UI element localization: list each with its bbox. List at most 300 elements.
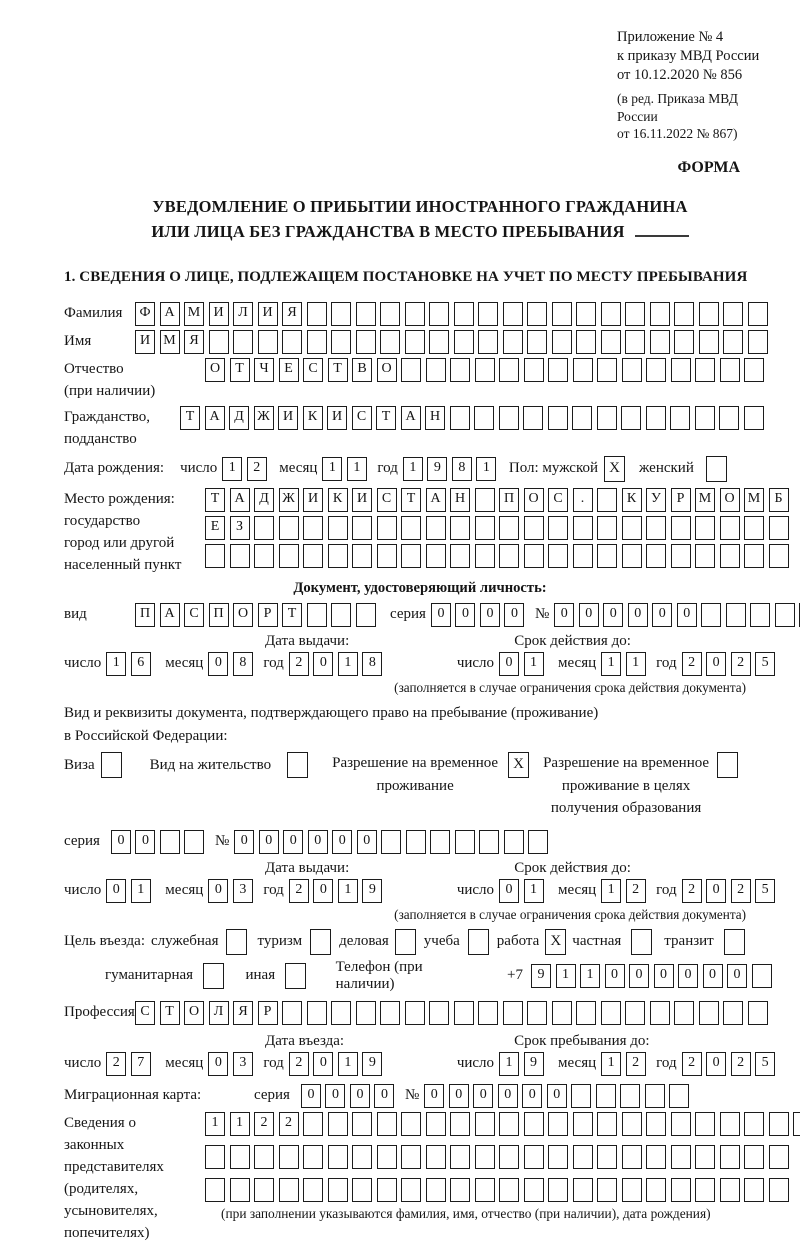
char-cell[interactable] — [450, 516, 470, 540]
char-cell[interactable] — [503, 302, 523, 326]
char-cell[interactable]: А — [160, 603, 180, 627]
rvp-checkbox[interactable]: X — [508, 752, 529, 778]
char-cell[interactable]: 0 — [431, 603, 451, 627]
char-cell[interactable] — [576, 302, 596, 326]
char-cell[interactable]: 1 — [556, 964, 576, 988]
char-cell[interactable] — [331, 302, 351, 326]
char-cell[interactable]: 2 — [731, 652, 751, 676]
char-cell[interactable] — [695, 1178, 715, 1202]
char-cell[interactable] — [401, 358, 421, 382]
char-cell[interactable]: Л — [209, 1001, 229, 1025]
char-cell[interactable]: 0 — [629, 964, 649, 988]
char-cell[interactable]: 9 — [524, 1052, 544, 1076]
char-cell[interactable]: 0 — [234, 830, 254, 854]
char-cell[interactable]: А — [205, 406, 225, 430]
char-cell[interactable]: 0 — [603, 603, 623, 627]
char-cell[interactable] — [230, 1178, 250, 1202]
char-cell[interactable] — [620, 1084, 640, 1108]
char-cell[interactable] — [671, 1145, 691, 1169]
char-cell[interactable] — [622, 516, 642, 540]
char-cell[interactable] — [720, 1112, 740, 1136]
char-cell[interactable] — [303, 544, 323, 568]
purpose-work-checkbox[interactable]: X — [545, 929, 566, 955]
char-cell[interactable] — [475, 358, 495, 382]
char-cell[interactable] — [430, 830, 450, 854]
char-cell[interactable] — [475, 1178, 495, 1202]
char-cell[interactable]: 0 — [357, 830, 377, 854]
char-cell[interactable] — [645, 1084, 665, 1108]
char-cell[interactable]: Я — [282, 302, 302, 326]
char-cell[interactable]: 2 — [682, 879, 702, 903]
char-cell[interactable] — [527, 1001, 547, 1025]
char-cell[interactable]: Л — [233, 302, 253, 326]
char-cell[interactable] — [695, 544, 715, 568]
char-cell[interactable]: С — [377, 488, 397, 512]
char-cell[interactable]: Ф — [135, 302, 155, 326]
char-cell[interactable]: 1 — [499, 1052, 519, 1076]
char-cell[interactable] — [303, 1112, 323, 1136]
char-cell[interactable] — [233, 330, 253, 354]
char-cell[interactable] — [307, 330, 327, 354]
char-cell[interactable] — [279, 1145, 299, 1169]
char-cell[interactable]: 1 — [106, 652, 126, 676]
char-cell[interactable] — [377, 516, 397, 540]
char-cell[interactable]: 7 — [131, 1052, 151, 1076]
char-cell[interactable]: 1 — [205, 1112, 225, 1136]
char-cell[interactable] — [230, 544, 250, 568]
purpose-tourism-checkbox[interactable] — [310, 929, 331, 955]
char-cell[interactable]: 1 — [322, 457, 342, 481]
char-cell[interactable] — [744, 544, 764, 568]
char-cell[interactable] — [405, 1001, 425, 1025]
char-cell[interactable] — [303, 1145, 323, 1169]
char-cell[interactable]: 0 — [308, 830, 328, 854]
char-cell[interactable]: Е — [279, 358, 299, 382]
char-cell[interactable] — [646, 1178, 666, 1202]
char-cell[interactable]: 0 — [208, 1052, 228, 1076]
char-cell[interactable]: 3 — [233, 1052, 253, 1076]
char-cell[interactable] — [622, 1178, 642, 1202]
char-cell[interactable] — [475, 516, 495, 540]
char-cell[interactable] — [282, 1001, 302, 1025]
char-cell[interactable] — [650, 1001, 670, 1025]
char-cell[interactable]: З — [230, 516, 250, 540]
char-cell[interactable] — [744, 1178, 764, 1202]
char-cell[interactable] — [450, 406, 470, 430]
char-cell[interactable]: И — [258, 302, 278, 326]
char-cell[interactable] — [695, 1112, 715, 1136]
char-cell[interactable] — [524, 1112, 544, 1136]
char-cell[interactable] — [426, 358, 446, 382]
char-cell[interactable] — [723, 302, 743, 326]
char-cell[interactable] — [573, 1112, 593, 1136]
char-cell[interactable] — [450, 1145, 470, 1169]
char-cell[interactable]: А — [401, 406, 421, 430]
char-cell[interactable]: 2 — [279, 1112, 299, 1136]
char-cell[interactable] — [479, 830, 499, 854]
char-cell[interactable]: К — [303, 406, 323, 430]
char-cell[interactable] — [450, 544, 470, 568]
char-cell[interactable] — [625, 330, 645, 354]
char-cell[interactable] — [695, 1145, 715, 1169]
char-cell[interactable]: И — [352, 488, 372, 512]
char-cell[interactable]: 1 — [338, 652, 358, 676]
char-cell[interactable] — [625, 1001, 645, 1025]
char-cell[interactable]: 0 — [473, 1084, 493, 1108]
char-cell[interactable] — [671, 516, 691, 540]
char-cell[interactable] — [475, 1112, 495, 1136]
char-cell[interactable] — [524, 544, 544, 568]
char-cell[interactable]: С — [184, 603, 204, 627]
char-cell[interactable] — [646, 358, 666, 382]
char-cell[interactable]: 1 — [347, 457, 367, 481]
char-cell[interactable] — [184, 830, 204, 854]
purpose-business-checkbox[interactable] — [395, 929, 416, 955]
char-cell[interactable] — [650, 302, 670, 326]
char-cell[interactable] — [622, 1112, 642, 1136]
char-cell[interactable] — [723, 1001, 743, 1025]
char-cell[interactable] — [723, 330, 743, 354]
char-cell[interactable] — [622, 358, 642, 382]
char-cell[interactable]: 0 — [703, 964, 723, 988]
char-cell[interactable]: 0 — [301, 1084, 321, 1108]
char-cell[interactable]: 2 — [106, 1052, 126, 1076]
char-cell[interactable] — [622, 544, 642, 568]
char-cell[interactable]: 0 — [332, 830, 352, 854]
char-cell[interactable] — [769, 516, 789, 540]
char-cell[interactable]: Ж — [254, 406, 274, 430]
char-cell[interactable]: 9 — [427, 457, 447, 481]
char-cell[interactable]: И — [278, 406, 298, 430]
char-cell[interactable]: 1 — [626, 652, 646, 676]
char-cell[interactable]: Т — [160, 1001, 180, 1025]
char-cell[interactable]: 1 — [524, 652, 544, 676]
char-cell[interactable]: 2 — [682, 652, 702, 676]
char-cell[interactable] — [282, 330, 302, 354]
char-cell[interactable]: 1 — [230, 1112, 250, 1136]
char-cell[interactable] — [523, 406, 543, 430]
char-cell[interactable]: О — [720, 488, 740, 512]
char-cell[interactable] — [528, 830, 548, 854]
char-cell[interactable] — [307, 302, 327, 326]
char-cell[interactable] — [499, 544, 519, 568]
char-cell[interactable]: И — [327, 406, 347, 430]
char-cell[interactable] — [254, 1178, 274, 1202]
char-cell[interactable] — [478, 302, 498, 326]
char-cell[interactable] — [328, 1112, 348, 1136]
char-cell[interactable]: 8 — [452, 457, 472, 481]
char-cell[interactable]: С — [548, 488, 568, 512]
char-cell[interactable] — [331, 330, 351, 354]
char-cell[interactable]: 5 — [755, 1052, 775, 1076]
char-cell[interactable] — [748, 302, 768, 326]
char-cell[interactable]: 0 — [111, 830, 131, 854]
char-cell[interactable]: 0 — [547, 1084, 567, 1108]
char-cell[interactable] — [401, 1178, 421, 1202]
char-cell[interactable] — [401, 1112, 421, 1136]
char-cell[interactable]: 0 — [480, 603, 500, 627]
char-cell[interactable] — [720, 1145, 740, 1169]
char-cell[interactable] — [356, 302, 376, 326]
char-cell[interactable]: Т — [205, 488, 225, 512]
char-cell[interactable] — [601, 302, 621, 326]
char-cell[interactable]: 1 — [524, 879, 544, 903]
char-cell[interactable]: 0 — [579, 603, 599, 627]
char-cell[interactable] — [401, 516, 421, 540]
char-cell[interactable] — [597, 488, 617, 512]
char-cell[interactable] — [426, 1178, 446, 1202]
char-cell[interactable] — [719, 406, 739, 430]
char-cell[interactable]: 5 — [755, 652, 775, 676]
char-cell[interactable] — [548, 1178, 568, 1202]
char-cell[interactable] — [356, 1001, 376, 1025]
char-cell[interactable] — [504, 830, 524, 854]
char-cell[interactable]: Ж — [279, 488, 299, 512]
char-cell[interactable]: У — [646, 488, 666, 512]
char-cell[interactable] — [699, 1001, 719, 1025]
char-cell[interactable]: 1 — [131, 879, 151, 903]
char-cell[interactable]: Д — [254, 488, 274, 512]
char-cell[interactable] — [475, 1145, 495, 1169]
char-cell[interactable]: И — [303, 488, 323, 512]
char-cell[interactable] — [499, 1112, 519, 1136]
char-cell[interactable] — [597, 516, 617, 540]
char-cell[interactable]: И — [135, 330, 155, 354]
char-cell[interactable]: 0 — [706, 1052, 726, 1076]
char-cell[interactable]: 0 — [449, 1084, 469, 1108]
char-cell[interactable] — [377, 544, 397, 568]
char-cell[interactable]: 0 — [424, 1084, 444, 1108]
char-cell[interactable] — [573, 1145, 593, 1169]
char-cell[interactable] — [621, 406, 641, 430]
char-cell[interactable]: 2 — [626, 879, 646, 903]
char-cell[interactable] — [699, 302, 719, 326]
char-cell[interactable] — [793, 1112, 800, 1136]
char-cell[interactable] — [474, 406, 494, 430]
char-cell[interactable] — [573, 1178, 593, 1202]
char-cell[interactable]: 1 — [601, 1052, 621, 1076]
char-cell[interactable]: С — [303, 358, 323, 382]
char-cell[interactable]: 0 — [313, 1052, 333, 1076]
char-cell[interactable] — [454, 302, 474, 326]
char-cell[interactable] — [524, 1145, 544, 1169]
char-cell[interactable] — [695, 516, 715, 540]
char-cell[interactable]: Я — [184, 330, 204, 354]
char-cell[interactable] — [429, 330, 449, 354]
char-cell[interactable]: 0 — [628, 603, 648, 627]
char-cell[interactable]: Т — [180, 406, 200, 430]
char-cell[interactable]: 0 — [727, 964, 747, 988]
char-cell[interactable] — [356, 330, 376, 354]
char-cell[interactable] — [527, 302, 547, 326]
char-cell[interactable] — [499, 358, 519, 382]
char-cell[interactable]: 2 — [731, 879, 751, 903]
char-cell[interactable]: 2 — [254, 1112, 274, 1136]
char-cell[interactable] — [352, 1145, 372, 1169]
char-cell[interactable]: О — [524, 488, 544, 512]
char-cell[interactable] — [426, 1145, 446, 1169]
char-cell[interactable]: М — [184, 302, 204, 326]
char-cell[interactable] — [524, 516, 544, 540]
char-cell[interactable]: Н — [450, 488, 470, 512]
char-cell[interactable] — [720, 544, 740, 568]
char-cell[interactable]: 0 — [706, 652, 726, 676]
char-cell[interactable] — [548, 406, 568, 430]
char-cell[interactable]: 5 — [755, 879, 775, 903]
char-cell[interactable] — [499, 406, 519, 430]
char-cell[interactable]: 9 — [362, 879, 382, 903]
char-cell[interactable] — [356, 603, 376, 627]
char-cell[interactable]: А — [230, 488, 250, 512]
char-cell[interactable] — [671, 358, 691, 382]
char-cell[interactable] — [401, 1145, 421, 1169]
char-cell[interactable]: Н — [425, 406, 445, 430]
char-cell[interactable] — [699, 330, 719, 354]
char-cell[interactable] — [381, 830, 401, 854]
purpose-other-checkbox[interactable] — [285, 963, 305, 989]
char-cell[interactable] — [307, 1001, 327, 1025]
char-cell[interactable] — [258, 330, 278, 354]
char-cell[interactable]: 2 — [247, 457, 267, 481]
char-cell[interactable]: 1 — [338, 1052, 358, 1076]
char-cell[interactable] — [254, 1145, 274, 1169]
char-cell[interactable]: 0 — [654, 964, 674, 988]
char-cell[interactable] — [352, 1112, 372, 1136]
char-cell[interactable] — [503, 1001, 523, 1025]
char-cell[interactable]: Р — [258, 1001, 278, 1025]
char-cell[interactable]: 0 — [374, 1084, 394, 1108]
char-cell[interactable] — [478, 330, 498, 354]
char-cell[interactable]: 0 — [313, 879, 333, 903]
char-cell[interactable] — [307, 603, 327, 627]
char-cell[interactable]: А — [160, 302, 180, 326]
char-cell[interactable] — [571, 1084, 591, 1108]
char-cell[interactable]: П — [135, 603, 155, 627]
char-cell[interactable] — [352, 1178, 372, 1202]
char-cell[interactable]: Е — [205, 516, 225, 540]
char-cell[interactable]: 0 — [313, 652, 333, 676]
char-cell[interactable] — [597, 544, 617, 568]
char-cell[interactable] — [328, 1178, 348, 1202]
char-cell[interactable] — [769, 1112, 789, 1136]
char-cell[interactable] — [499, 1178, 519, 1202]
char-cell[interactable] — [426, 1112, 446, 1136]
char-cell[interactable]: 9 — [362, 1052, 382, 1076]
char-cell[interactable] — [601, 1001, 621, 1025]
char-cell[interactable] — [429, 302, 449, 326]
char-cell[interactable] — [573, 544, 593, 568]
char-cell[interactable]: П — [209, 603, 229, 627]
visa-checkbox[interactable] — [101, 752, 122, 778]
char-cell[interactable] — [671, 1178, 691, 1202]
char-cell[interactable]: О — [184, 1001, 204, 1025]
char-cell[interactable] — [646, 1112, 666, 1136]
char-cell[interactable] — [499, 516, 519, 540]
char-cell[interactable]: 0 — [499, 879, 519, 903]
char-cell[interactable] — [744, 516, 764, 540]
char-cell[interactable]: 3 — [233, 879, 253, 903]
char-cell[interactable] — [750, 603, 770, 627]
char-cell[interactable]: 1 — [222, 457, 242, 481]
char-cell[interactable]: 0 — [504, 603, 524, 627]
char-cell[interactable] — [230, 1145, 250, 1169]
char-cell[interactable] — [674, 302, 694, 326]
char-cell[interactable]: 0 — [455, 603, 475, 627]
char-cell[interactable] — [548, 1112, 568, 1136]
char-cell[interactable]: 8 — [362, 652, 382, 676]
char-cell[interactable] — [478, 1001, 498, 1025]
char-cell[interactable] — [426, 544, 446, 568]
char-cell[interactable] — [701, 603, 721, 627]
char-cell[interactable] — [548, 358, 568, 382]
char-cell[interactable] — [377, 1112, 397, 1136]
char-cell[interactable] — [454, 1001, 474, 1025]
char-cell[interactable] — [454, 330, 474, 354]
char-cell[interactable] — [331, 603, 351, 627]
char-cell[interactable] — [597, 1112, 617, 1136]
char-cell[interactable] — [279, 544, 299, 568]
char-cell[interactable] — [601, 330, 621, 354]
char-cell[interactable]: Р — [671, 488, 691, 512]
char-cell[interactable]: 0 — [283, 830, 303, 854]
char-cell[interactable] — [548, 1145, 568, 1169]
char-cell[interactable] — [597, 406, 617, 430]
char-cell[interactable]: 0 — [208, 879, 228, 903]
char-cell[interactable] — [576, 330, 596, 354]
char-cell[interactable]: 0 — [499, 652, 519, 676]
char-cell[interactable]: М — [160, 330, 180, 354]
char-cell[interactable] — [426, 516, 446, 540]
char-cell[interactable]: К — [622, 488, 642, 512]
char-cell[interactable] — [254, 544, 274, 568]
char-cell[interactable] — [475, 488, 495, 512]
char-cell[interactable]: 2 — [289, 652, 309, 676]
char-cell[interactable]: Я — [233, 1001, 253, 1025]
char-cell[interactable]: 0 — [106, 879, 126, 903]
char-cell[interactable] — [744, 358, 764, 382]
char-cell[interactable]: Т — [230, 358, 250, 382]
char-cell[interactable] — [752, 964, 772, 988]
char-cell[interactable] — [720, 516, 740, 540]
char-cell[interactable] — [405, 302, 425, 326]
char-cell[interactable] — [650, 330, 670, 354]
char-cell[interactable]: 0 — [325, 1084, 345, 1108]
char-cell[interactable] — [499, 1145, 519, 1169]
char-cell[interactable] — [625, 302, 645, 326]
char-cell[interactable]: О — [233, 603, 253, 627]
char-cell[interactable]: 2 — [626, 1052, 646, 1076]
char-cell[interactable] — [205, 1145, 225, 1169]
char-cell[interactable]: К — [328, 488, 348, 512]
sex-female-checkbox[interactable] — [706, 456, 727, 482]
char-cell[interactable] — [646, 406, 666, 430]
char-cell[interactable]: Т — [282, 603, 302, 627]
char-cell[interactable] — [552, 302, 572, 326]
char-cell[interactable] — [377, 1178, 397, 1202]
char-cell[interactable] — [328, 516, 348, 540]
char-cell[interactable] — [597, 1145, 617, 1169]
char-cell[interactable] — [527, 330, 547, 354]
residence-permit-checkbox[interactable] — [287, 752, 308, 778]
char-cell[interactable] — [524, 1178, 544, 1202]
char-cell[interactable]: 0 — [259, 830, 279, 854]
char-cell[interactable] — [573, 358, 593, 382]
char-cell[interactable] — [160, 830, 180, 854]
purpose-humanitarian-checkbox[interactable] — [203, 963, 223, 989]
char-cell[interactable] — [775, 603, 795, 627]
purpose-private-checkbox[interactable] — [631, 929, 652, 955]
char-cell[interactable] — [576, 1001, 596, 1025]
